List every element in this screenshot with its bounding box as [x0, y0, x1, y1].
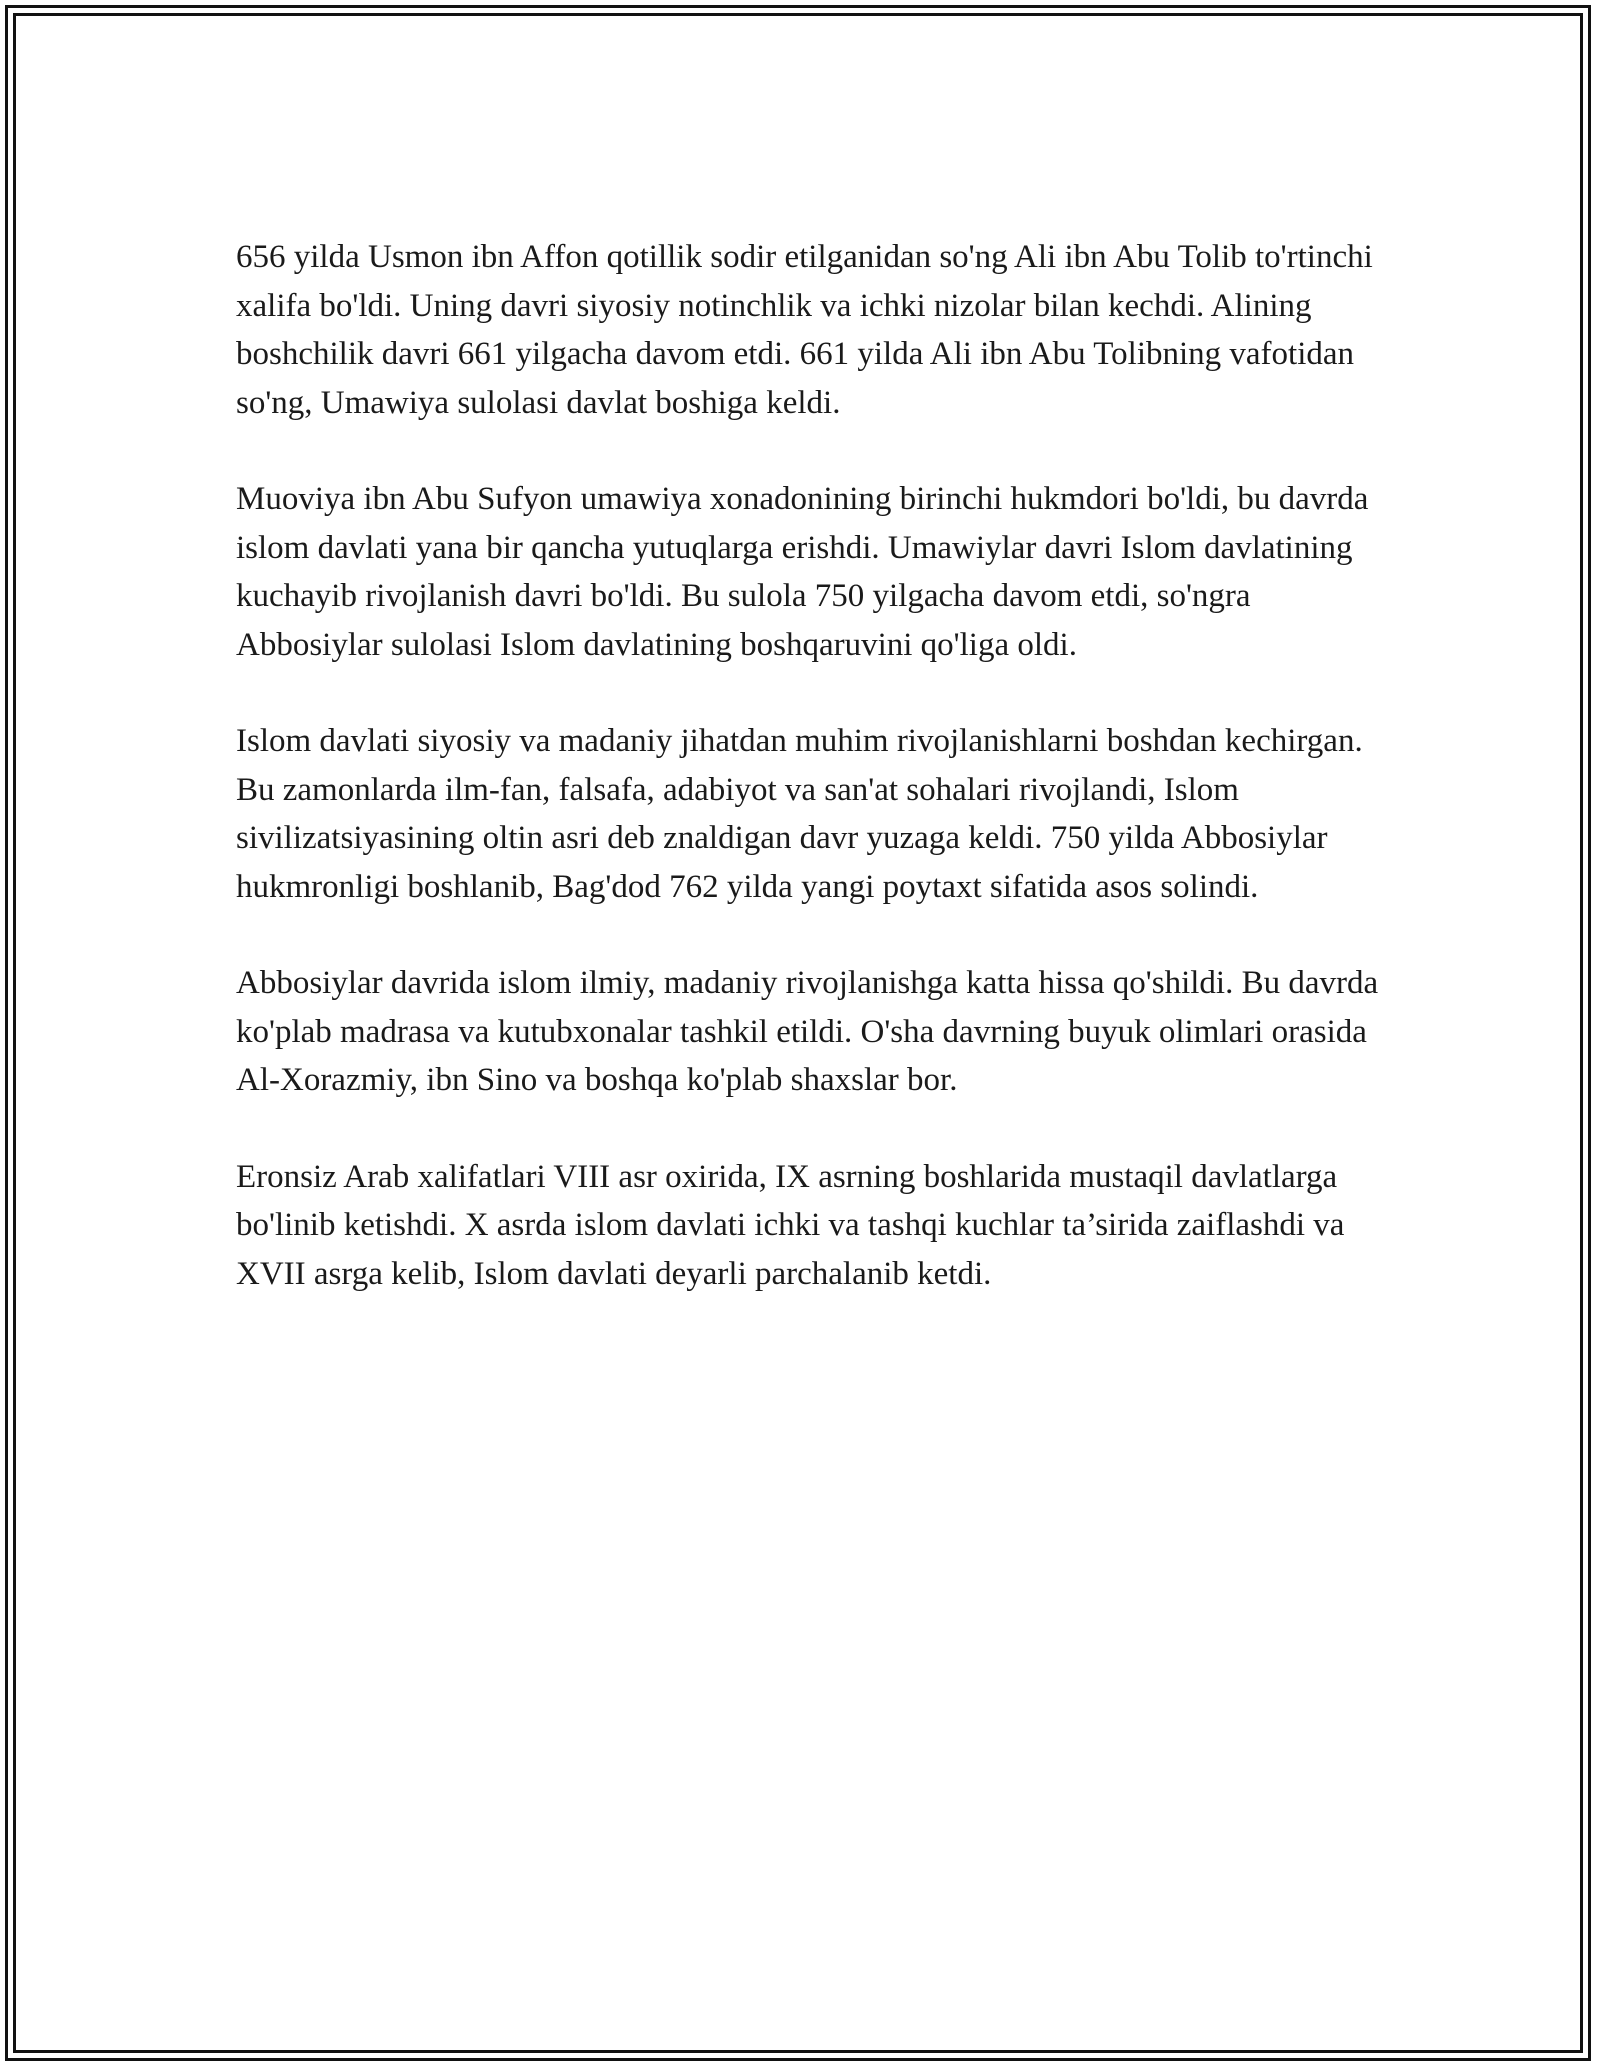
paragraph-2: Muoviya ibn Abu Sufyon umawiya xonadonining birinchi hukmdori bo'ldi, bu davrda islom davlati yana bir qancha yutuqlarga erishdi. Umawiylar davri Islom davlatining kuchayib rivojlanish davri bo'ldi. Bu sulola 750 yilgacha davom etdi, so'ngra Abbosiylar sulolasi Islom davlatining boshqaruvini qo'liga oldi. — [236, 481, 1369, 663]
paragraph-4: Abbosiylar davrida islom ilmiy, madaniy rivojlanishga katta hissa qo'shildi. Bu davrda ko'plab madrasa va kutubxonalar tashkil etildi. O'sha davrning buyuk olimlari orasida Al-Xorazmiy, ibn Sino va boshqa ko'plab shaxslar bor. — [236, 965, 1379, 1098]
document-body — [236, 233, 1386, 1346]
paragraph-1: 656 yilda Usmon ibn Affon qotillik sodir etilganidan so'ng Ali ibn Abu Tolib to'rtinchi xalifa bo'ldi. Uning davri siyosiy notinchlik va ichki nizolar bilan kechdi. Alining boshchilik davri 661 yilgacha davom etdi. 661 yilda Ali ibn Abu Tolibning vafotidan so'ng, Umawiya sulolasi davlat boshiga keldi. — [236, 239, 1373, 421]
paragraph-5: Eronsiz Arab xalifatlari VIII asr oxirida, IX asrning boshlarida mustaqil davlatlarga bo'linib ketishdi. X asrda islom davlati ichki va tashqi kuchlar ta’sirida zaiflashdi va XVII asrga kelib, Islom davlati deyarli parchalanib ketdi. — [236, 1158, 1345, 1292]
paragraph-3: Islom davlati siyosiy va madaniy jihatdan muhim rivojlanishlarni boshdan kechirgan. Bu zamonlarda ilm-fan, falsafa, adabiyot va san'at sohalari rivojlandi, Islom sivilizatsiyasining oltin asri deb znaldigan davr yuzaga keldi. 750 yilda Abbosiylar hukmronligi boshlanib, Bag'dod 762 yilda yangi poytaxt sifatida asos solindi. — [236, 723, 1363, 905]
